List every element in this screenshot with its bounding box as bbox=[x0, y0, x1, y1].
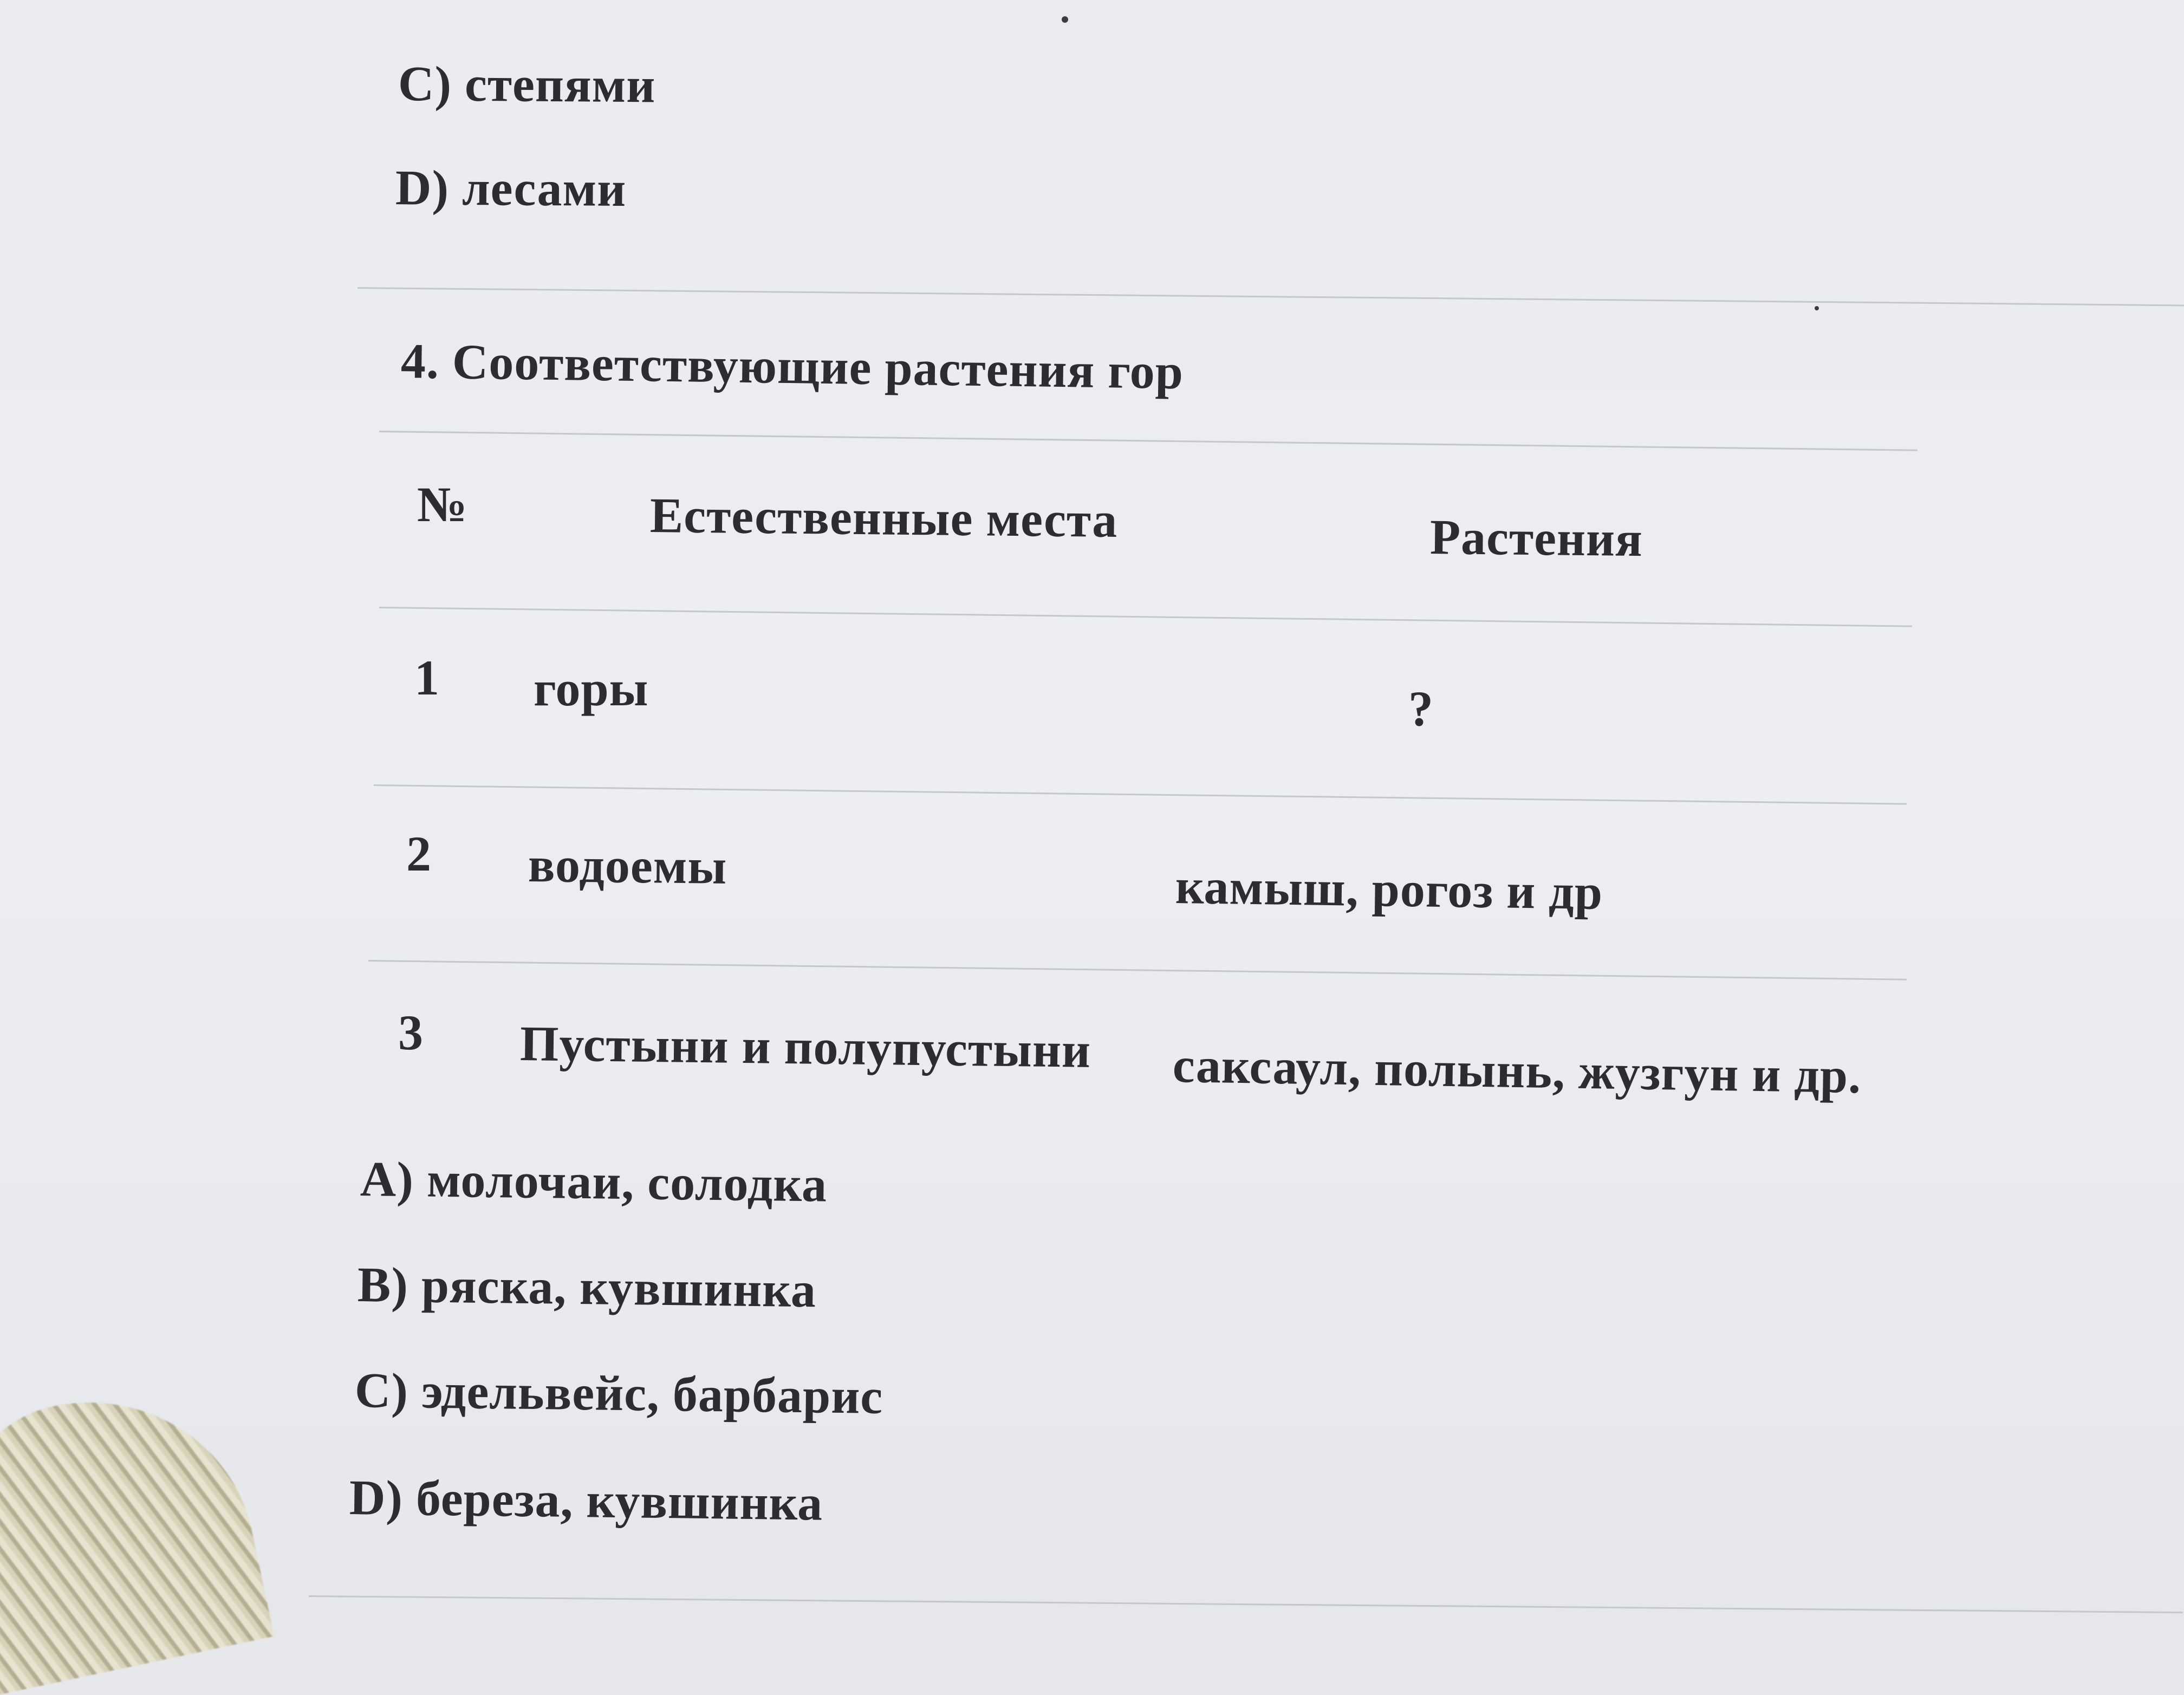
question-number: 4. bbox=[400, 333, 440, 389]
answer-option-c-text: эдельвейс, барбарис bbox=[421, 1363, 883, 1424]
table-row-1-place: горы bbox=[534, 661, 649, 716]
speck-dot bbox=[1062, 16, 1068, 23]
prev-option-d-text: лесами bbox=[461, 160, 627, 217]
table-row-3-num: 3 bbox=[398, 1005, 424, 1060]
table-row-3-place: Пустыни и полупустыни bbox=[519, 1016, 1091, 1078]
answer-option-d-letter: D) bbox=[349, 1470, 404, 1526]
table-row-rule bbox=[374, 784, 1907, 805]
bottom-divider bbox=[309, 1595, 2183, 1613]
table-header-rule bbox=[379, 607, 1912, 627]
table-row-1-plants: ? bbox=[1408, 681, 1434, 736]
table-row-2-place: водоемы bbox=[528, 837, 727, 894]
table-row-3-plants: саксаул, полынь, жузгун и др. bbox=[1172, 1037, 1862, 1103]
answer-option-d-text: береза, кувшинка bbox=[415, 1470, 823, 1531]
table-row-rule bbox=[368, 960, 1907, 980]
table-row-2-num: 2 bbox=[406, 826, 432, 881]
answer-option-c bbox=[354, 1362, 883, 1424]
answer-option-a-letter: A) bbox=[360, 1151, 414, 1207]
rug-fringe-image bbox=[0, 1371, 274, 1694]
answer-option-b-text: ряска, кувшинка bbox=[421, 1257, 817, 1318]
prev-option-d bbox=[395, 160, 627, 217]
answer-option-b-letter: B) bbox=[357, 1257, 409, 1313]
table-row-2-plants: камыш, рогоз и др bbox=[1175, 859, 1603, 920]
answer-option-a bbox=[360, 1151, 828, 1212]
table-top-rule bbox=[379, 431, 1917, 451]
table-header-plants: Растения bbox=[1429, 509, 1643, 567]
answer-option-c-letter: C) bbox=[354, 1362, 409, 1419]
speck-dot bbox=[1815, 306, 1819, 310]
table-header-num: № bbox=[417, 477, 468, 532]
question-title bbox=[400, 333, 1184, 400]
prev-option-c-letter: C) bbox=[398, 56, 452, 112]
prev-option-d-letter: D) bbox=[395, 160, 450, 216]
answer-option-b bbox=[357, 1257, 817, 1318]
table-row-1-num: 1 bbox=[414, 650, 440, 705]
prev-option-c-text: степями bbox=[464, 56, 656, 113]
section-divider bbox=[358, 287, 2184, 306]
question-text: Соответствующие растения гор bbox=[452, 334, 1184, 400]
answer-option-d bbox=[349, 1470, 823, 1531]
prev-option-c bbox=[398, 56, 656, 113]
answer-option-a-text: молочаи, солодка bbox=[426, 1152, 828, 1212]
table-header-place: Естественные места bbox=[649, 488, 1118, 548]
